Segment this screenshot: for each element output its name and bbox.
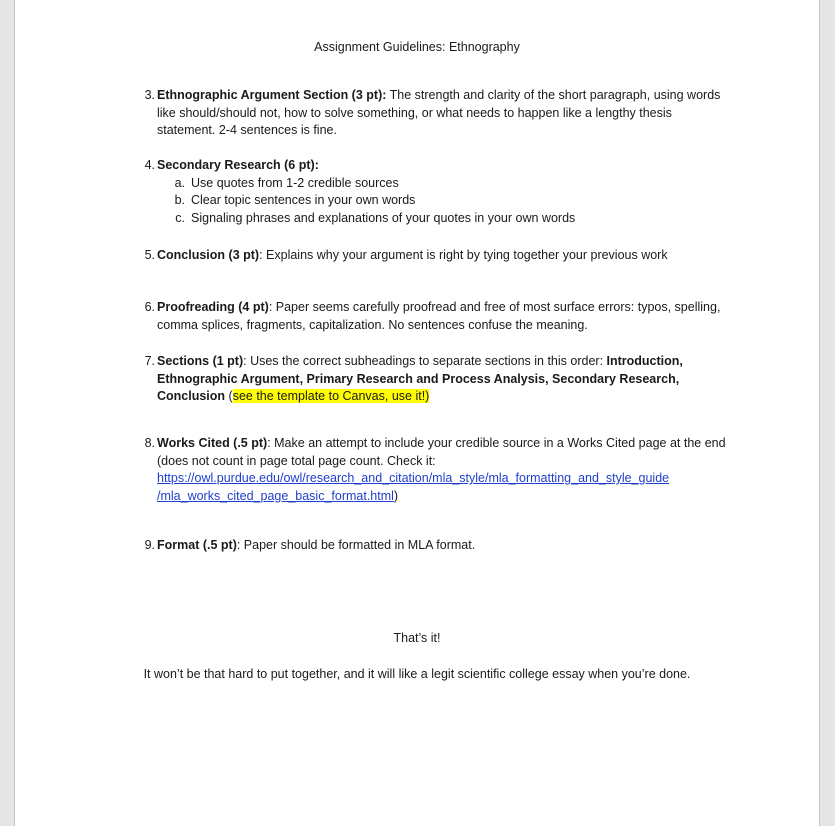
item-number: 4. <box>144 158 155 172</box>
sub-item-text: Clear topic sentences in your own words <box>191 193 416 207</box>
item-text: : Uses the correct subheadings to separate sections in this order: <box>243 354 607 368</box>
list-item-7 <box>133 353 733 406</box>
paren-close: ) <box>393 488 399 503</box>
works-cited-link[interactable]: https://owl.purdue.edu/owl/research_and_citation/mla_style/mla_formatting_and_style_guide <box>157 471 670 485</box>
sub-item <box>157 175 733 193</box>
item-title: Sections (1 pt) <box>157 354 244 368</box>
sub-item-text: Signaling phrases and explanations of your quotes in your own words <box>191 210 576 225</box>
highlighted-note: see the template to Canvas, use it!) <box>232 389 430 403</box>
item-text: : Paper should be formatted in MLA format. <box>236 538 476 552</box>
item-text: : Make an attempt to include your credible source in a Works Cited page at the end (does not count in page total page count. Check it: <box>157 436 726 468</box>
item-text: : Explains why your argument is right by tying together your previous work <box>259 248 668 262</box>
item-number: 7. <box>144 354 155 368</box>
sub-item <box>157 210 733 228</box>
sub-item-text: Use quotes from 1-2 credible sources <box>191 175 399 190</box>
list-item-8 <box>133 435 733 505</box>
closing-line: It won’t be that hard to put together, and it will like a legit scientific college essay when you’re done. <box>143 667 691 681</box>
sub-item-letter: a. <box>174 175 185 190</box>
item-number: 6. <box>144 300 155 314</box>
item-title: Proofreading (4 pt) <box>157 300 269 314</box>
item-number: 9. <box>144 538 155 552</box>
works-cited-link-continued[interactable]: /mla_works_cited_page_basic_format.html <box>157 488 394 503</box>
item-title: Works Cited (.5 pt) <box>157 436 268 450</box>
item-text: The strength and clarity of the short paragraph, using words like should/should not, how to solve something, or what needs to happen like a lengthy thesis statement. 2-4 sentences is fine. <box>157 88 721 137</box>
list-item-9 <box>133 537 733 555</box>
list-item-3 <box>133 87 733 140</box>
section-list: Introduction, Ethnographic Argument, Primary Research and Process Analysis, Secondary Research, Conclusion <box>157 354 683 403</box>
document-page <box>14 0 820 826</box>
thats-it-line: That’s it! <box>393 631 441 645</box>
list-item-6 <box>133 299 733 334</box>
sub-item-letter: b. <box>174 193 185 207</box>
item-title: Conclusion (3 pt) <box>157 248 260 262</box>
list-item-5 <box>133 247 733 265</box>
item-title: Secondary Research (6 pt): <box>157 158 319 172</box>
item-number: 5. <box>144 248 155 262</box>
sub-item <box>157 192 733 210</box>
list-item-4 <box>133 157 733 227</box>
page-header: Assignment Guidelines: Ethnography <box>314 40 520 54</box>
item-number: 3. <box>144 88 155 102</box>
item-title: Format (.5 pt) <box>157 538 237 552</box>
paren-open: ( <box>225 389 233 403</box>
item-text: : Paper seems carefully proofread and free of most surface errors: typos, spelling, comma splices, fragments, capitalization. No sentences confuse the meaning. <box>157 300 721 332</box>
item-number: 8. <box>144 436 155 450</box>
item-title: Ethnographic Argument Section (3 pt): <box>157 88 387 102</box>
sub-item-letter: c. <box>175 210 185 225</box>
